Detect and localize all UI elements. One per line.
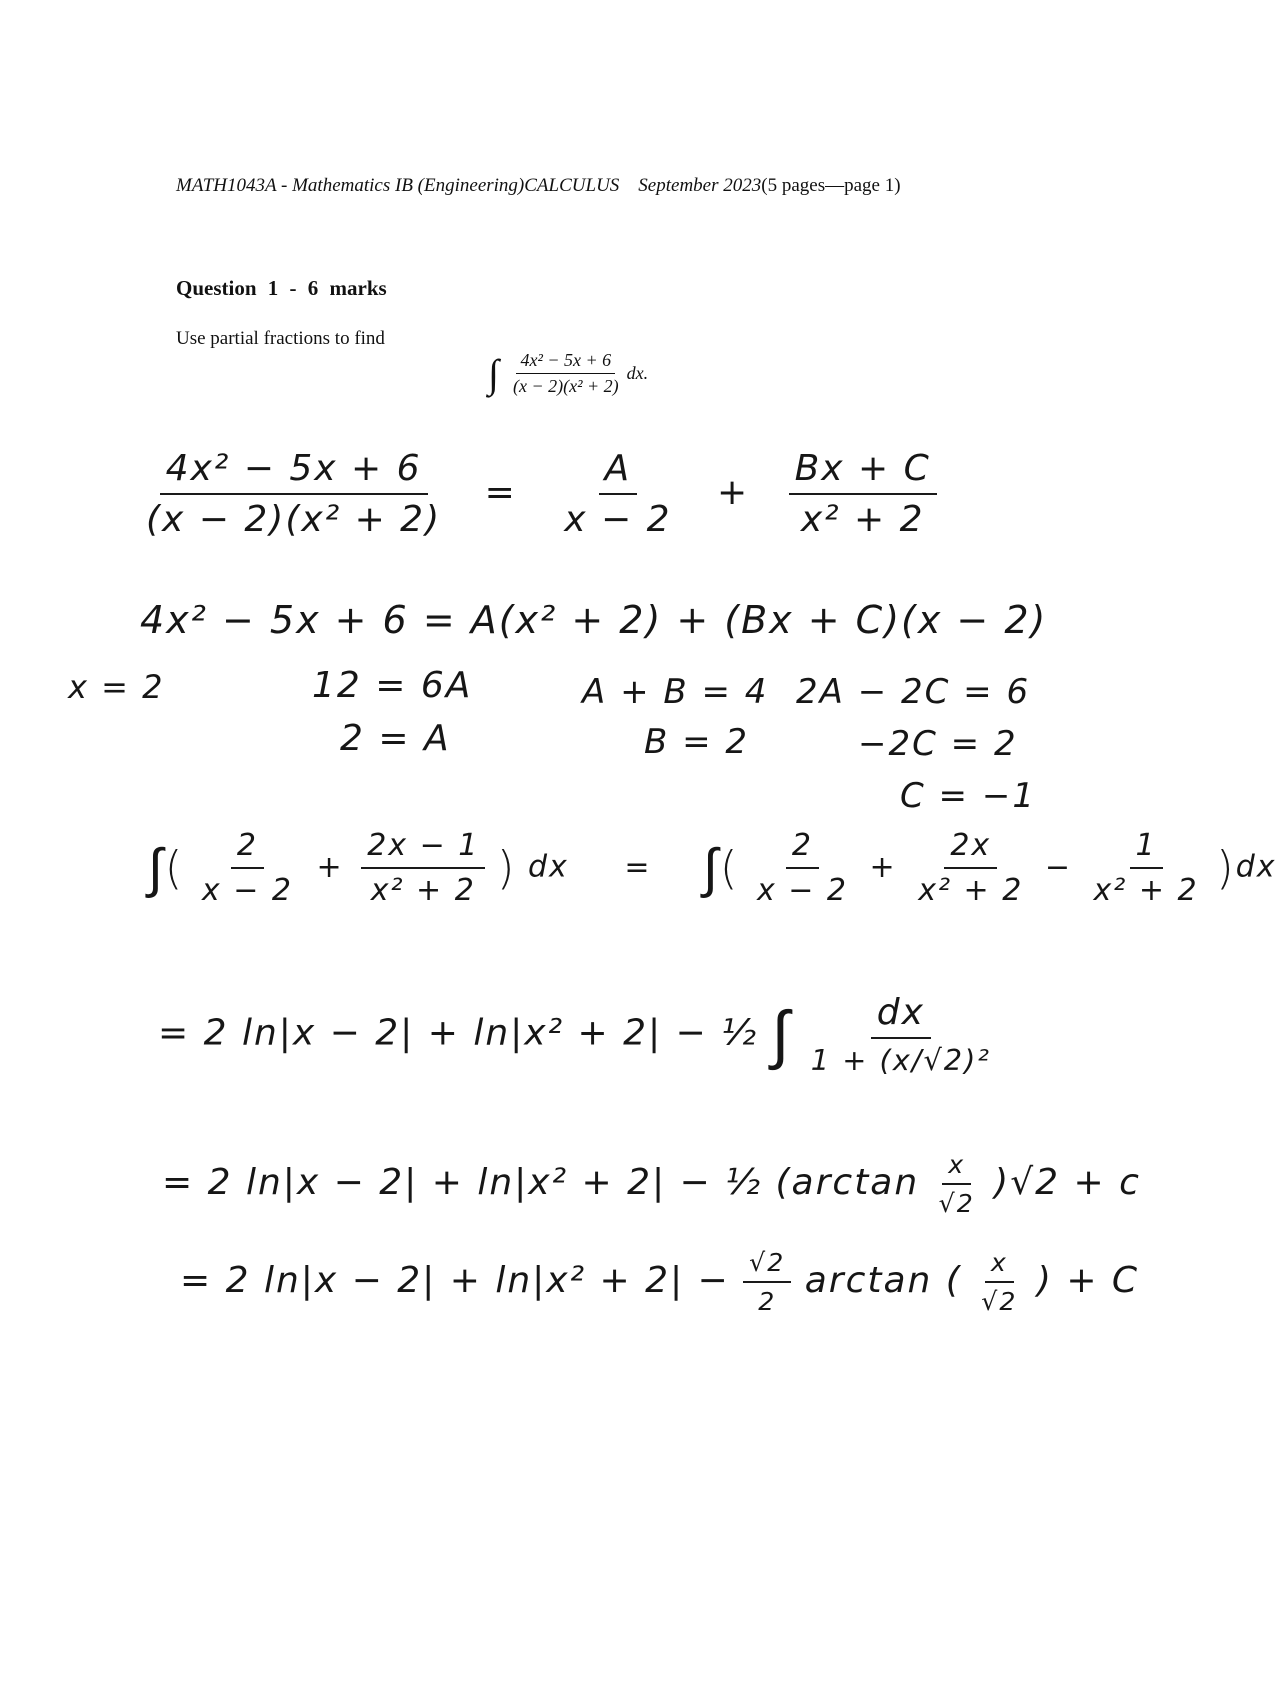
integral-sign-icon: ∫ — [703, 836, 720, 900]
l6-rterm2 — [912, 828, 1029, 908]
l7-denominator: 1 + (x/√2)² — [810, 1043, 991, 1077]
term-b-numerator: Bx + C — [789, 448, 937, 495]
term-b-fraction — [789, 448, 937, 540]
l7-fraction — [805, 992, 997, 1077]
l6-rterm3-den: x² + 2 — [1093, 873, 1199, 908]
l9-coef-num: √2 — [743, 1248, 791, 1283]
l8-lead: = 2 ln|x − 2| + ln|x² + 2| − ½ (arctan — [162, 1162, 920, 1203]
l8-frac-num: x — [942, 1150, 971, 1185]
l9-coef-fraction — [743, 1248, 791, 1316]
l7-numerator: dx — [871, 992, 931, 1039]
l9-arg-den: √2 — [981, 1287, 1018, 1316]
lhs-fraction — [140, 448, 447, 540]
plus-sign: + — [716, 472, 750, 513]
eq-12-6a: 12 = 6A — [312, 665, 473, 706]
close-paren: ) — [1216, 841, 1236, 895]
eq-minus-2c: −2C = 2 — [858, 724, 1018, 764]
eq-2a-minus-2c: 2A − 2C = 6 — [796, 672, 1031, 712]
solution-line-6 — [148, 828, 1277, 908]
l7-lead: = 2 ln|x − 2| + ln|x² + 2| − ½ — [158, 1012, 759, 1054]
lhs-denominator: (x − 2)(x² + 2) — [146, 499, 442, 540]
l6-rdx: dx — [1235, 849, 1277, 885]
substitution-note: x = 2 — [68, 668, 165, 706]
integrand-dx: dx. — [626, 363, 649, 383]
l9-arg-num: x — [985, 1248, 1014, 1283]
integrand-fraction — [509, 350, 623, 397]
question-instruction: Use partial fractions to find — [176, 328, 385, 349]
question-integral — [488, 350, 648, 397]
close-paren: ) — [496, 841, 517, 895]
term-a-fraction — [558, 448, 677, 540]
integral-sign-icon: ∫ — [771, 997, 792, 1073]
open-paren: ( — [164, 841, 185, 895]
l6-rterm1-den: x − 2 — [756, 873, 848, 908]
integral-sign-icon: ∫ — [148, 836, 165, 900]
plus-sign: + — [869, 849, 897, 885]
page-count: (5 pages—page 1) — [761, 175, 901, 196]
l6-term1 — [196, 828, 299, 908]
l6-rterm3-num: 1 — [1130, 828, 1163, 869]
page-header — [176, 175, 901, 197]
integrand-numerator: 4x² − 5x + 6 — [516, 350, 615, 374]
l6-term2-num: 2x − 1 — [361, 828, 485, 869]
eq-c-value: C = −1 — [900, 776, 1036, 816]
l9-tail: ) + C — [1036, 1260, 1140, 1301]
l9-arctan: arctan ( — [804, 1260, 962, 1301]
plus-sign: + — [316, 849, 344, 885]
l6-term1-num: 2 — [231, 828, 264, 869]
term-b-denominator: x² + 2 — [800, 499, 925, 540]
l6-rterm2-den: x² + 2 — [918, 873, 1024, 908]
l6-dx: dx — [528, 849, 569, 885]
solution-line-9 — [180, 1248, 1139, 1316]
l6-rterm1 — [751, 828, 854, 908]
open-paren: ( — [719, 841, 740, 895]
equals-sign: = — [484, 472, 517, 513]
l6-term2 — [361, 828, 485, 908]
course-title: MATH1043A - Mathematics IB (Engineering)CALCULUS — [176, 175, 620, 196]
equals-sign: = — [624, 849, 652, 885]
l8-fraction — [933, 1150, 981, 1218]
exam-date: September 2023 — [638, 175, 762, 196]
l8-frac-den: √2 — [938, 1189, 975, 1218]
eq-a-plus-b: A + B = 4 — [582, 672, 769, 712]
solution-line-1 — [140, 448, 937, 540]
solution-line-7 — [158, 992, 997, 1077]
solution-line-2: 4x² − 5x + 6 = A(x² + 2) + (Bx + C)(x − 2) — [140, 598, 1048, 642]
l9-lead: = 2 ln|x − 2| + ln|x² + 2| − — [180, 1260, 730, 1301]
eq-b-value: B = 2 — [644, 722, 750, 762]
l9-arg-fraction — [975, 1248, 1023, 1316]
question-title: Question 1 - 6 marks — [176, 276, 387, 300]
l6-rterm3 — [1088, 828, 1205, 908]
l6-term2-den: x² + 2 — [370, 873, 476, 908]
l8-tail: )√2 + c — [994, 1162, 1141, 1203]
lhs-numerator: 4x² − 5x + 6 — [160, 448, 428, 495]
term-a-denominator: x − 2 — [564, 499, 672, 540]
eq-a-value: 2 = A — [340, 718, 451, 759]
term-a-numerator: A — [599, 448, 638, 495]
l9-coef-den: 2 — [758, 1287, 777, 1316]
integral-sign-icon: ∫ — [488, 350, 499, 396]
l6-term1-den: x − 2 — [201, 873, 293, 908]
minus-sign: − — [1044, 849, 1072, 885]
l6-rterm1-num: 2 — [786, 828, 819, 869]
solution-line-8 — [162, 1150, 1141, 1218]
l6-rterm2-num: 2x — [944, 828, 997, 869]
integrand-denominator: (x − 2)(x² + 2) — [512, 376, 619, 396]
